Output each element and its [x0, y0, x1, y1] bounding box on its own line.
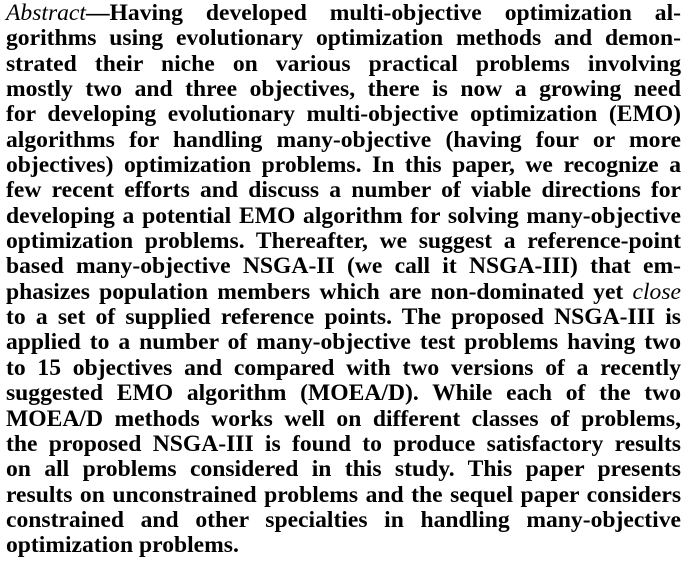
abstract-line: strated their niche on various practical problems involving [6, 50, 681, 77]
abstract-line: developing a potential EMO algorithm for solving many-objective [6, 202, 681, 229]
emphasized-word: close [632, 278, 681, 305]
abstract-line: algorithms for handling many-objective (having four or more [6, 126, 681, 153]
abstract-line: MOEA/D methods works well on different classes of problems, [6, 405, 681, 432]
abstract-line: on all problems considered in this study. This paper presents [6, 456, 681, 483]
abstract-line: applied to a number of many-objective test problems having two [6, 329, 681, 356]
abstract-line: few recent efforts and discuss a number of viable directions for [6, 177, 681, 204]
abstract-label: Abstract [6, 0, 86, 26]
abstract-line: for developing evolutionary multi-objective optimization (EMO) [6, 101, 681, 128]
abstract-line: based many-objective NSGA-II (we call it NSGA-III) that em- [6, 253, 681, 280]
abstract-line: the proposed NSGA-III is found to produce satisfactory results [6, 430, 681, 457]
abstract-line: gorithms using evolutionary optimization methods and demon- [6, 25, 681, 52]
abstract-line [6, 1, 681, 26]
abstract-line [6, 280, 681, 305]
abstract-line-text: phasizes population members which are non-dominated yet [6, 278, 633, 305]
abstract-line: to a set of supplied reference points. The proposed NSGA-III is [6, 304, 681, 331]
abstract-line: results on unconstrained problems and the sequel paper considers [6, 481, 681, 508]
abstract-paragraph [6, 1, 681, 559]
abstract-line: suggested EMO algorithm (MOEA/D). While each of the two [6, 380, 681, 407]
abstract-line-text: Having developed multi-objective optimization al- [109, 0, 681, 26]
abstract-line: to 15 objectives and compared with two versions of a recently [6, 354, 681, 381]
abstract-line: mostly two and three objectives, there is now a growing need [6, 76, 681, 103]
abstract-line: objectives) optimization problems. In this paper, we recognize a [6, 152, 681, 179]
abstract-line: constrained and other specialties in handling many-objective [6, 506, 681, 533]
abstract-line-last: optimization problems. [6, 532, 239, 559]
abstract-line: optimization problems. Thereafter, we suggest a reference-point [6, 228, 681, 255]
abstract-dash: — [85, 0, 110, 26]
